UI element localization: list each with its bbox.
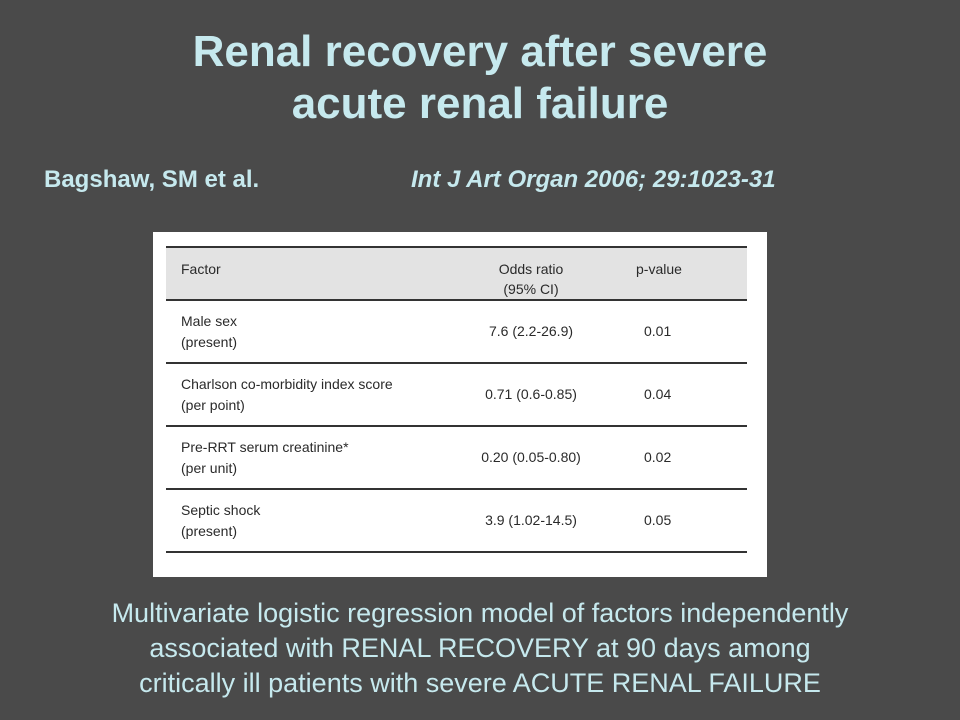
header-odds-ratio-line-1: Odds ratio [498,261,564,277]
factor-name: Male sex [181,312,238,329]
cell-odds-ratio: 7.6 (2.2-26.9) [488,323,574,339]
table-row [166,300,747,363]
cell-p-value: 0.05 [644,512,672,528]
header-factor: Factor [181,261,221,277]
citation-journal: Int J Art Organ 2006; 29:1023-31 [411,166,776,193]
header-odds-ratio-line-2: (95% CI) [503,281,559,297]
header-p-value: p-value [636,261,682,277]
factor-detail: (per point) [181,396,245,413]
slide-title-line-1: Renal recovery after severe [192,27,768,76]
results-table-panel [153,232,767,577]
cell-p-value: 0.02 [644,449,672,465]
citation-author: Bagshaw, SM et al. [44,166,260,193]
factor-detail: (present) [181,522,238,539]
factor-name: Septic shock [181,501,261,518]
table-row [166,489,747,552]
slide-title [0,26,960,130]
factor-detail: (present) [181,333,238,350]
header-odds-ratio [456,247,606,300]
factor-name: Charlson co-morbidity index score [181,375,393,392]
factor-detail: (per unit) [181,459,238,476]
cell-p-value: 0.04 [644,386,672,402]
cell-odds-ratio: 3.9 (1.02-14.5) [485,512,577,528]
slide-caption [0,596,960,701]
caption-line-3: critically ill patients with severe ACUTE RENAL FAILURE [139,668,821,698]
results-table [166,246,747,553]
citation [0,166,960,196]
cell-factor [166,300,456,363]
cell-factor [166,489,456,552]
table-row [166,426,747,489]
cell-odds-ratio: 0.20 (0.05-0.80) [481,449,581,465]
cell-factor [166,426,456,489]
cell-factor [166,363,456,426]
cell-odds-ratio: 0.71 (0.6-0.85) [485,386,577,402]
slide-title-line-2: acute renal failure [291,79,669,128]
factor-name: Pre-RRT serum creatinine* [181,438,349,455]
table-header-row [166,247,747,300]
caption-line-1: Multivariate logistic regression model of factors independently [111,598,849,628]
table-row [166,363,747,426]
cell-p-value: 0.01 [644,323,672,339]
caption-line-2: associated with RENAL RECOVERY at 90 days among [149,633,811,663]
